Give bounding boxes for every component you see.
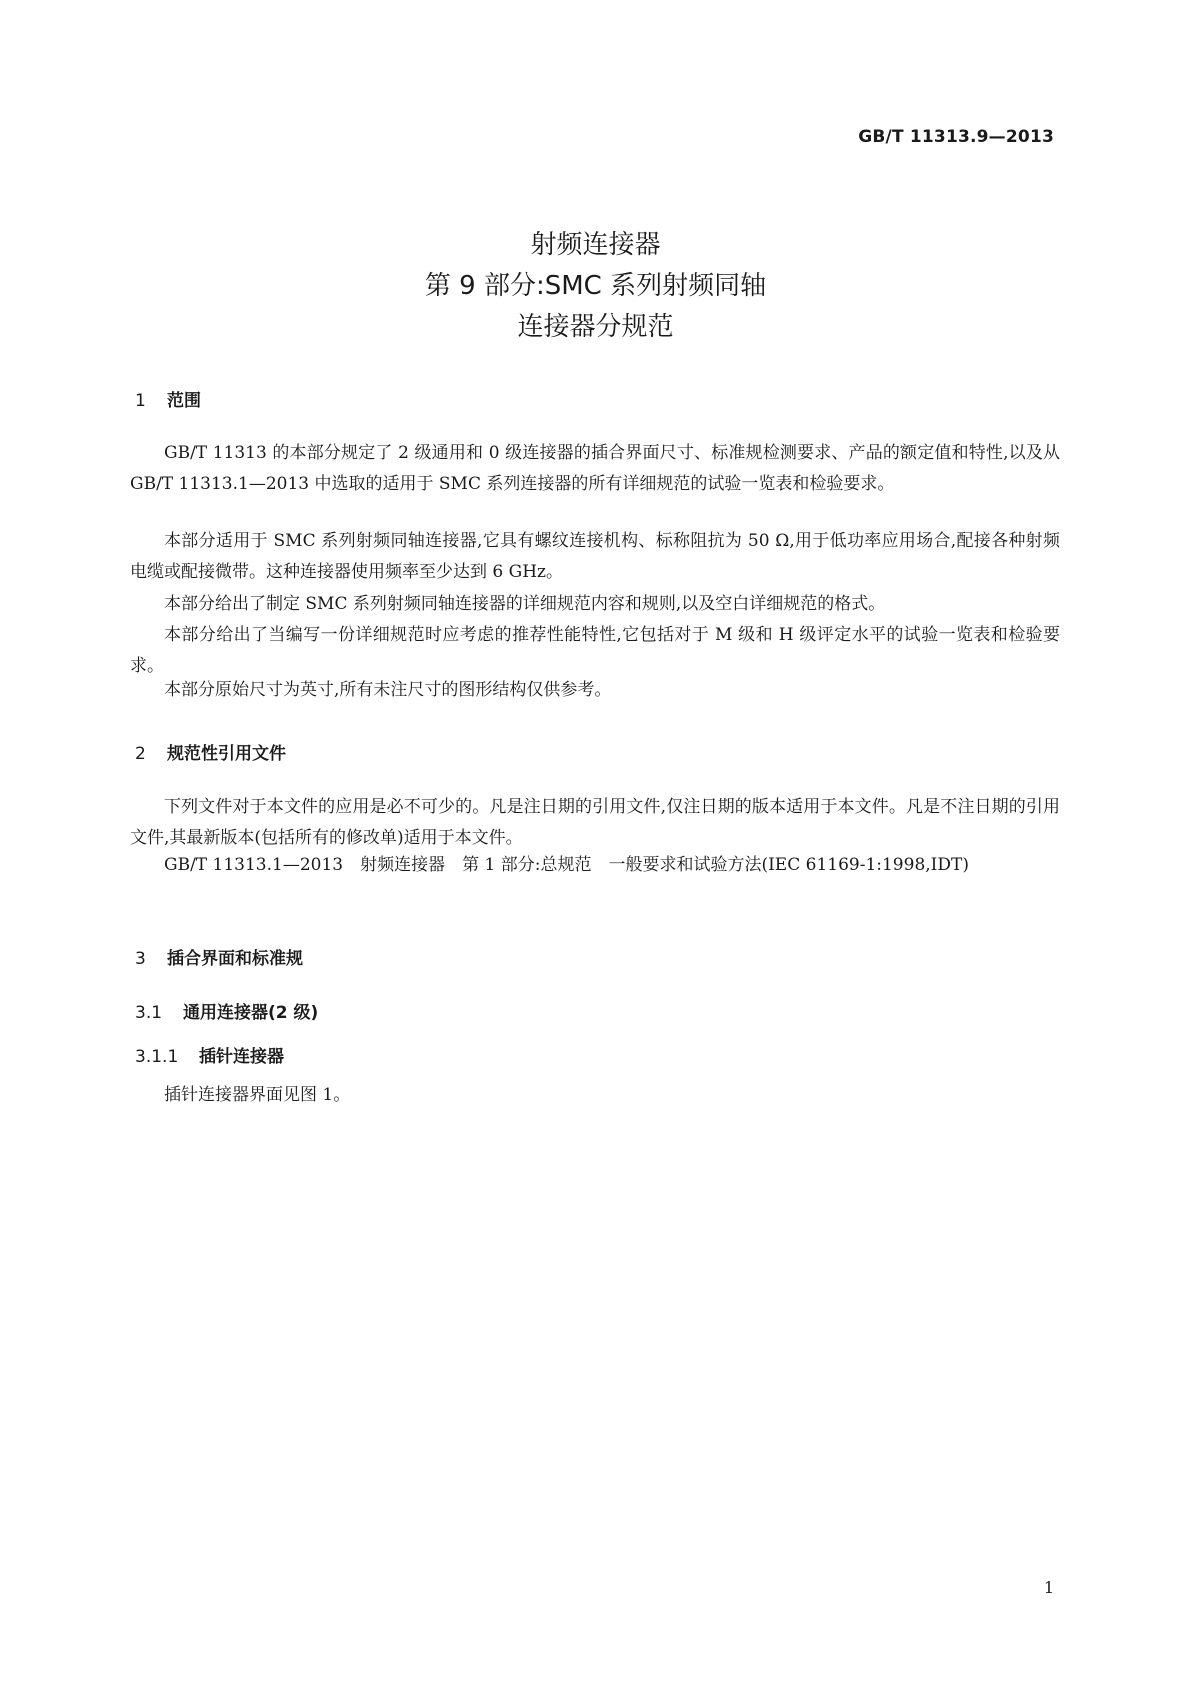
section-title: 通用连接器(2 级) — [183, 1003, 319, 1023]
page-number: 1 — [1043, 1578, 1054, 1597]
section-number: 2 — [135, 744, 146, 764]
section-3-heading — [135, 944, 303, 969]
title-line-1: 射频连接器 — [530, 230, 661, 260]
section-number: 1 — [135, 391, 146, 411]
paragraph: 本部分给出了制定 SMC 系列射频同轴连接器的详细规范内容和规则,以及空白详细规范的格式。 — [164, 594, 886, 614]
section-title: 插针连接器 — [199, 1047, 284, 1067]
title-line-3: 连接器分规范 — [517, 312, 674, 342]
paragraph: GB/T 11313 的本部分规定了 2 级通用和 0 级连接器的插合界面尺寸、标准规检测要求、产品的额定值和特性,以及从 GB/T 11313.1—2013 中选取的适用于 SMC 系列连接器的所有详细规范的试验一览表和检验要求。 — [130, 443, 1060, 494]
section-title: 插合界面和标准规 — [167, 949, 303, 969]
section-number: 3.1.1 — [135, 1047, 179, 1067]
section-title: 范围 — [167, 391, 201, 411]
section-number: 3 — [135, 949, 146, 969]
section-3-1-heading — [135, 998, 318, 1023]
paragraph: 本部分给出了当编写一份详细规范时应考虑的推荐性能特性,它包括对于 M 级和 H 级评定水平的试验一览表和检验要求。 — [130, 625, 1060, 676]
section-number: 3.1 — [135, 1003, 163, 1023]
paragraph: 下列文件对于本文件的应用是必不可少的。凡是注日期的引用文件,仅注日期的版本适用于本文件。凡是不注日期的引用文件,其最新版本(包括所有的修改单)适用于本文件。 — [130, 797, 1060, 848]
section-3-1-1-heading — [135, 1042, 284, 1067]
paragraph: 本部分原始尺寸为英寸,所有未注尺寸的图形结构仅供参考。 — [164, 680, 612, 700]
paragraph: 本部分适用于 SMC 系列射频同轴连接器,它具有螺纹连接机构、标称阻抗为 50 Ω,用于低功率应用场合,配接各种射频电缆或配接微带。这种连接器使用频率至少达到 6 GHz。 — [130, 531, 1060, 582]
title-line-2: 第 9 部分:SMC 系列射频同轴 — [424, 271, 767, 301]
section-2-heading — [135, 739, 286, 764]
standard-code: GB/T 11313.9—2013 — [858, 127, 1054, 147]
document-title — [0, 225, 1191, 348]
section-title: 规范性引用文件 — [167, 744, 286, 764]
reference-entry: GB/T 11313.1—2013 射频连接器 第 1 部分:总规范 一般要求和试验方法(IEC 61169-1:1998,IDT) — [164, 855, 969, 875]
paragraph: 插针连接器界面见图 1。 — [164, 1085, 351, 1105]
section-1-heading — [135, 386, 201, 411]
